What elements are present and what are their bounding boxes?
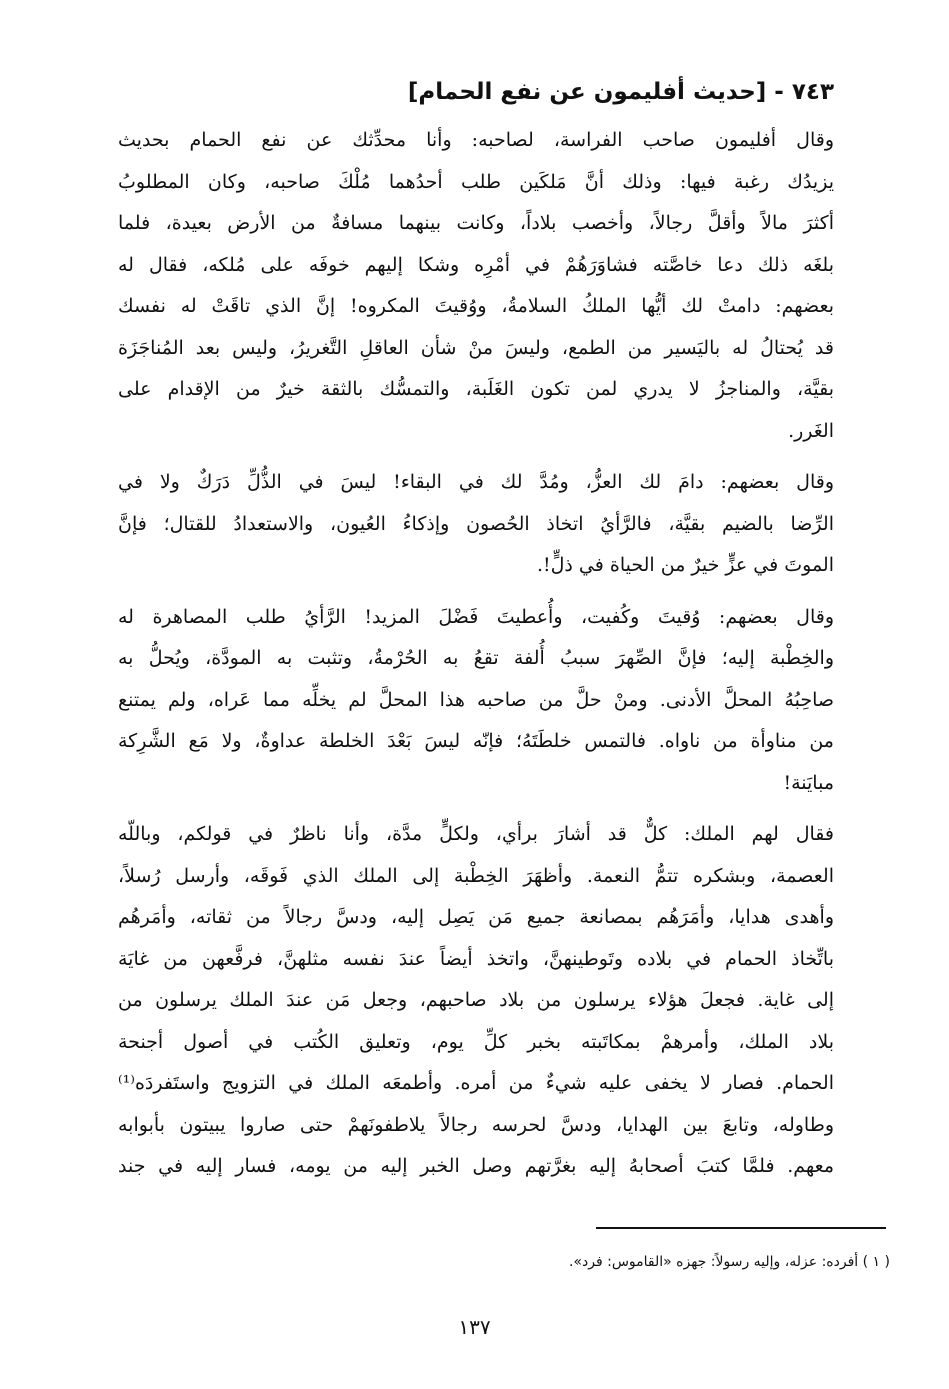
text-line: الموتَ في عزٍّ خيرٌ من الحياة في ذلٍّ!. (536, 554, 834, 576)
text-line: قد يُحتالُ له باليَسير من الطمع، وليسَ منْ شأن العاقلِ التَّغريرُ، وليس بعد المُناجَزَة (118, 336, 834, 359)
text-line: وقال أفليمون صاحب الفراسة، لصاحبه: وأنا محدِّثك عن نفع الحمام بحديث (118, 129, 834, 151)
text-line: أكثرَ مالاً وأقلَّ رجالاً، وأخصب بلاداً، وكانت بينهما مسافةٌ من الأرض بعيدة، فلما (118, 212, 834, 234)
text-line: إلى غاية. فجعلَ هؤلاء يرسلون من بلاد صاحبهم، وجعل مَن عندَ الملك يرسلون من (118, 989, 834, 1011)
text-line: الحمام. فصار لا يخفى عليه شيءٌ من أمره. وأطمعَه الملك في التزويج واستَفردَه⁽¹⁾ (118, 1072, 834, 1094)
section-heading: ٧٤٣ - [حديث أفليمون عن نفع الحمام] (407, 79, 834, 105)
page-body (118, 72, 834, 1198)
paragraph-2 (118, 462, 834, 587)
paragraph-3 (118, 597, 834, 805)
text-line: مبايَنة! (783, 771, 834, 794)
text-line: وطاوله، وتابعَ بين الهدايا، ودسَّ لحرسه رجالاً يلاطفونَهمْ حتى صاروا يبيتون بأبوابه (118, 1113, 834, 1136)
text-line: فقال لهم الملك: كلٌّ قد أشارَ برأي، ولكلٍّ مدَّة، وأنا ناظرٌ في قولكم، وباللّه (118, 823, 834, 845)
text-line: يزيدُك رغبة فيها: وذلك أنَّ مَلكَين طلب أحدُهما مُلْكَ صاحبه، وكان المطلوبُ (118, 170, 834, 193)
text-line: صاحِبُهُ المحلَّ الأدنى. ومنْ حلَّ من صاحبه هذا المحلَّ لم يخلِّه مما عَراه، ولم يمتنع (118, 688, 834, 711)
text-line: الرِّضا بالضيم بقيَّة، فالرَّأيُ اتخاذ الحُصون وإذكاءُ العُيون، والاستعدادُ للقتال؛ فإنَّ (118, 512, 834, 535)
text-line: معهم. فلمَّا كتبَ أصحابهُ إليه بغرَّتهم وصل الخبر إليه من يومه، فسار إليه في جند (118, 1155, 834, 1177)
text-line: الغَرر. (788, 419, 834, 442)
paragraph-1 (118, 120, 834, 452)
text-line: والخِطْبة إليه؛ فإنَّ الصِّهرَ سببُ أُلفة تقعُ به الحُرْمةُ، وتثبت به المودَّة، ويُحلُّ به (118, 647, 834, 669)
text-line: بقيَّة، والمناجزُ لا يدري لمن تكون الغَلَبة، والتمسُّك بالثقة خيرٌ من الإقدام على (118, 378, 834, 400)
paragraph-4 (118, 814, 834, 1188)
text-line: وأهدى هدايا، وأمَرَهُم بمصانعة جميع مَن يَصِل إليه، ودسَّ رجالاً من ثقاته، وأمَرهُم (118, 906, 834, 928)
text-line: وقال بعضهم: دامَ لك العزُّ، ومُدَّ لك في البقاء! ليسَ في الذُّلِّ دَرَكٌ ولا في (118, 471, 834, 493)
footnote: ( ١ ) أفرده: عزله، وإليه رسولاً: جهزه «القاموس: فرد». (569, 1254, 890, 1270)
text-line: بعضهم: دامتْ لك أيُّها الملكُ السلامةُ، ووُقيتَ المكروه! إنَّ الذي تاقَتْ له نفسك (118, 295, 834, 317)
text-line: بلاد الملك، وأمرهمْ بمكاتَبته بخبر كلِّ يوم، وتعليق الكُتب في أصول أجنحة (118, 1030, 834, 1053)
text-line: بلغَه ذلك دعا خاصَّته فشاوَرَهُمْ في أمْرِه وشكا إليهم خوفَه على مُلكه، فقال له (118, 253, 834, 276)
text-line: من مناوأة من ناواه. فالتمس خلطَتَهُ؛ فإنّه ليسَ بَعْدَ الخلطة عداوةٌ، ولا مَع الشَّرِكة (118, 730, 834, 752)
text-line: باتِّخاذ الحمام في بلاده وتَوطينهنَّ، واتخذ أيضاً عندَ نفسه مثلهنَّ، فرفَّعهن من غايَة (118, 947, 834, 970)
text-line: العصمة، وبشكره تتمُّ النعمة. وأظهَرَ الخِطْبة إلى الملك الذي فَوقَه، وأرسل رُسلاً، (118, 864, 834, 887)
footnote-divider (596, 1227, 886, 1229)
page-number: ١٣٧ (458, 1315, 491, 1339)
text-line: وقال بعضهم: وُقيتَ وكُفيت، وأُعطيتَ فَضْلَ المزيد! الرَّأيُ طلب المصاهرة له (118, 605, 834, 628)
